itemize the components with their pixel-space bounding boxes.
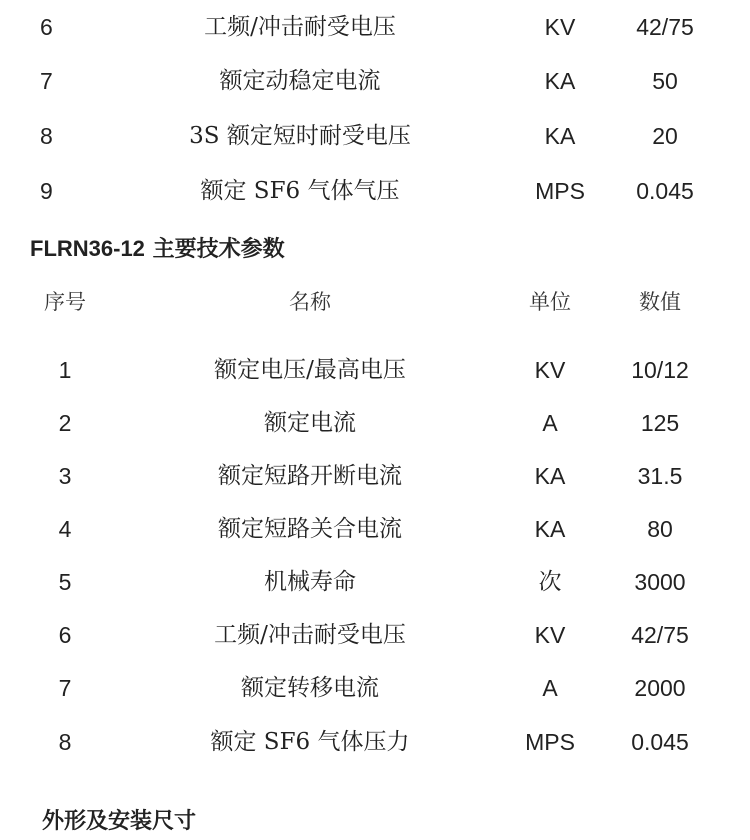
row-number: 6 bbox=[58, 622, 72, 648]
parameter-value: 42/75 bbox=[631, 622, 689, 648]
parameter-unit: KV bbox=[534, 622, 566, 648]
table-row bbox=[0, 116, 750, 156]
header-value: 数值 bbox=[639, 290, 681, 314]
parameter-value: 2000 bbox=[634, 675, 686, 701]
parameter-name: 额定 SF6 气体气压 bbox=[200, 178, 400, 204]
table-row bbox=[0, 171, 750, 211]
table-row bbox=[0, 61, 750, 101]
heading-text: 外形及安装尺寸 bbox=[42, 808, 197, 834]
row-number: 7 bbox=[58, 675, 72, 701]
parameter-unit: KA bbox=[544, 68, 576, 94]
parameter-name: 工频/冲击耐受电压 bbox=[204, 14, 396, 40]
parameter-value: 0.045 bbox=[631, 729, 689, 755]
table-row bbox=[0, 615, 750, 655]
row-number: 8 bbox=[58, 729, 72, 755]
parameter-name: 额定动稳定电流 bbox=[219, 68, 381, 94]
parameter-value: 10/12 bbox=[631, 357, 689, 383]
parameter-unit: A bbox=[542, 675, 558, 701]
section-heading-flrn36 bbox=[30, 232, 285, 263]
row-number: 8 bbox=[40, 123, 53, 149]
header-number: 序号 bbox=[44, 290, 86, 314]
parameter-name: 额定短路开断电流 bbox=[218, 463, 402, 489]
parameter-unit: KV bbox=[544, 14, 576, 40]
parameter-name: 工频/冲击耐受电压 bbox=[214, 622, 406, 648]
parameter-value: 0.045 bbox=[636, 178, 694, 204]
header-name: 名称 bbox=[289, 290, 331, 314]
parameter-value: 50 bbox=[652, 68, 678, 94]
table-row bbox=[0, 403, 750, 443]
parameter-unit: 次 bbox=[538, 569, 562, 595]
parameter-unit: KV bbox=[534, 357, 566, 383]
parameter-value: 125 bbox=[640, 410, 680, 436]
heading-model: FLRN36-12 bbox=[30, 236, 145, 261]
parameter-unit: KA bbox=[534, 516, 566, 542]
row-number: 9 bbox=[40, 178, 53, 204]
row-number: 4 bbox=[58, 516, 72, 542]
parameter-name: 额定电流 bbox=[264, 410, 356, 436]
table-row bbox=[0, 562, 750, 602]
parameter-value: 42/75 bbox=[636, 14, 694, 40]
row-number: 2 bbox=[58, 410, 72, 436]
header-unit: 单位 bbox=[529, 290, 571, 314]
row-number: 5 bbox=[58, 569, 72, 595]
table-row bbox=[0, 7, 750, 47]
table-row bbox=[0, 350, 750, 390]
parameter-name: 额定 SF6 气体压力 bbox=[210, 729, 410, 755]
parameter-name: 额定短路关合电流 bbox=[218, 516, 402, 542]
row-number: 3 bbox=[58, 463, 72, 489]
heading-text: 主要技术参数 bbox=[144, 236, 285, 262]
row-number: 7 bbox=[40, 68, 53, 94]
table-row bbox=[0, 456, 750, 496]
table-row bbox=[0, 668, 750, 708]
table-row bbox=[0, 722, 750, 762]
parameter-unit: MPS bbox=[525, 729, 575, 755]
parameter-name: 额定电压/最高电压 bbox=[214, 357, 406, 383]
section-heading-dimensions bbox=[42, 804, 196, 835]
row-number: 6 bbox=[40, 14, 53, 40]
parameter-value: 20 bbox=[652, 123, 678, 149]
parameter-name: 3S 额定短时耐受电压 bbox=[189, 123, 411, 149]
parameter-value: 31.5 bbox=[637, 463, 683, 489]
row-number: 1 bbox=[58, 357, 72, 383]
table-row bbox=[0, 509, 750, 549]
lower-table-header bbox=[0, 290, 750, 332]
parameter-name: 额定转移电流 bbox=[241, 675, 379, 701]
parameter-unit: MPS bbox=[535, 178, 585, 204]
parameter-name: 机械寿命 bbox=[264, 569, 356, 595]
parameter-value: 3000 bbox=[634, 569, 686, 595]
parameter-unit: KA bbox=[544, 123, 576, 149]
parameter-unit: A bbox=[542, 410, 558, 436]
parameter-value: 80 bbox=[647, 516, 673, 542]
parameter-unit: KA bbox=[534, 463, 566, 489]
